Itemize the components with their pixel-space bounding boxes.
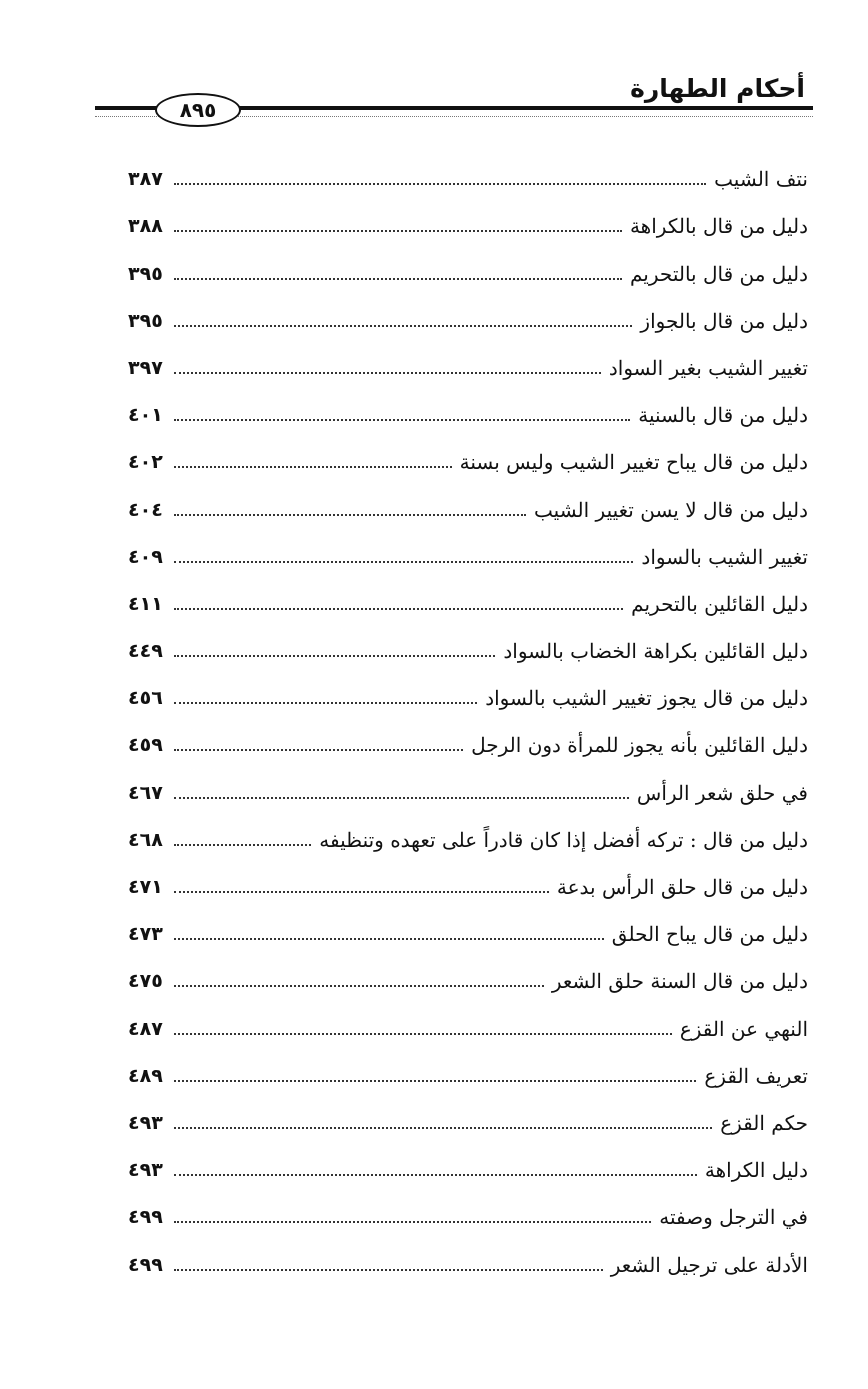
toc-entry bbox=[128, 341, 808, 388]
toc-entry bbox=[128, 1237, 808, 1284]
toc-leader-dots bbox=[174, 985, 544, 987]
toc-entry-page: ٤٥٩ bbox=[128, 734, 163, 757]
toc-leader-dots bbox=[174, 325, 632, 327]
toc-entry-title: في الترجل وصفته bbox=[659, 1205, 808, 1230]
toc-entry-title: حكم القزع bbox=[720, 1110, 808, 1135]
toc-entry-page: ٣٩٥ bbox=[128, 262, 163, 285]
toc-leader-dots bbox=[174, 372, 601, 374]
toc-leader-dots bbox=[174, 1080, 696, 1082]
toc-entry-title: دليل الكراهة bbox=[704, 1158, 808, 1183]
toc-leader-dots bbox=[174, 797, 629, 799]
toc-leader-dots bbox=[174, 749, 463, 751]
toc-entry bbox=[128, 718, 808, 765]
toc-entry bbox=[128, 907, 808, 954]
toc-entry-page: ٣٩٧ bbox=[128, 356, 163, 379]
toc-entry-page: ٤٦٨ bbox=[128, 828, 163, 851]
toc-entry-page: ٤٧٥ bbox=[128, 970, 163, 993]
toc-leader-dots bbox=[174, 844, 311, 846]
toc-leader-dots bbox=[174, 702, 477, 704]
toc-entry bbox=[128, 813, 808, 860]
toc-leader-dots bbox=[174, 278, 622, 280]
toc-entry-title: دليل من قال يجوز تغيير الشيب بالسواد bbox=[485, 686, 808, 711]
toc-leader-dots bbox=[174, 1269, 603, 1271]
toc-leader-dots bbox=[174, 891, 549, 893]
toc-leader-dots bbox=[174, 419, 630, 421]
toc-entry bbox=[128, 1143, 808, 1190]
toc-entry-page: ٤١١ bbox=[128, 592, 163, 615]
book-title: أحكام الطهارة bbox=[630, 74, 805, 103]
toc-entry-page: ٣٨٧ bbox=[128, 168, 163, 191]
toc-entry bbox=[128, 577, 808, 624]
toc-entry-page: ٤٧٣ bbox=[128, 923, 163, 946]
toc-leader-dots bbox=[174, 466, 452, 468]
toc-leader-dots bbox=[174, 1033, 672, 1035]
toc-entry bbox=[128, 671, 808, 718]
toc-entry-page: ٤٤٩ bbox=[128, 640, 163, 663]
toc-entry-title: تعريف القزع bbox=[704, 1063, 808, 1088]
toc-leader-dots bbox=[174, 608, 623, 610]
toc-entry-title: دليل من قال بالكراهة bbox=[629, 214, 808, 239]
toc-entry bbox=[128, 246, 808, 293]
toc-leader-dots bbox=[174, 561, 633, 563]
toc-entry-page: ٤٩٣ bbox=[128, 1159, 163, 1182]
toc-entry-page: ٤٠٩ bbox=[128, 545, 163, 568]
toc-leader-dots bbox=[174, 230, 622, 232]
toc-entry-title: النهي عن القزع bbox=[679, 1016, 808, 1041]
toc-entry-page: ٣٨٨ bbox=[128, 215, 163, 238]
toc-entry bbox=[128, 152, 808, 199]
toc-entry-title: تغيير الشيب بالسواد bbox=[641, 544, 808, 569]
toc-entry-page: ٤٩٣ bbox=[128, 1111, 163, 1134]
toc-entry-page: ٤٦٧ bbox=[128, 781, 163, 804]
toc-entry bbox=[128, 1049, 808, 1096]
toc-entry-page: ٤٠٤ bbox=[128, 498, 163, 521]
page-number: ٨٩٥ bbox=[179, 98, 217, 122]
toc-entry-page: ٤٠٢ bbox=[128, 451, 163, 474]
toc-entry bbox=[128, 624, 808, 671]
toc-leader-dots bbox=[174, 514, 526, 516]
page-number-oval bbox=[155, 93, 241, 127]
toc-entry-page: ٤٠١ bbox=[128, 404, 163, 427]
toc-entry-title: الأدلة على ترجيل الشعر bbox=[610, 1252, 808, 1277]
toc-entry-title: تغيير الشيب بغير السواد bbox=[608, 355, 808, 380]
toc-entry-title: نتف الشيب bbox=[714, 167, 808, 192]
page-header bbox=[95, 68, 813, 128]
toc-entry bbox=[128, 482, 808, 529]
toc-entry-title: دليل من قال بالتحريم bbox=[630, 261, 808, 286]
toc-entry-title: دليل القائلين بالتحريم bbox=[631, 591, 808, 616]
toc-entry-page: ٤٥٦ bbox=[128, 687, 163, 710]
toc-entry bbox=[128, 765, 808, 812]
toc-entry bbox=[128, 1001, 808, 1048]
toc-entry bbox=[128, 954, 808, 1001]
toc-entry-title: دليل من قال بالسنية bbox=[638, 403, 808, 428]
toc-leader-dots bbox=[174, 1221, 651, 1223]
toc-entry-title: دليل القائلين بكراهة الخضاب بالسواد bbox=[503, 639, 808, 664]
toc-entry bbox=[128, 530, 808, 577]
toc-entry bbox=[128, 388, 808, 435]
toc-entry-title: دليل من قال يباح تغيير الشيب وليس بسنة bbox=[459, 450, 808, 475]
toc-leader-dots bbox=[174, 1127, 712, 1129]
toc-entry bbox=[128, 435, 808, 482]
toc-entry-page: ٤٩٩ bbox=[128, 1253, 163, 1276]
toc-entry-page: ٤٧١ bbox=[128, 876, 163, 898]
toc-entry-title: في حلق شعر الرأس bbox=[636, 780, 808, 805]
toc-entry-page: ٤٨٩ bbox=[128, 1064, 163, 1087]
toc-leader-dots bbox=[174, 655, 495, 657]
toc-entry-title: دليل من قال بالجواز bbox=[640, 308, 808, 333]
toc-entry bbox=[128, 1096, 808, 1143]
toc-entry-title: دليل من قال يباح الحلق bbox=[611, 922, 808, 947]
toc-entry-page: ٤٩٩ bbox=[128, 1206, 163, 1229]
toc-entry-title: دليل من قال : تركه أفضل إذا كان قادراً على تعهده وتنظيفه bbox=[319, 827, 808, 852]
toc-entry bbox=[128, 199, 808, 246]
toc-entry-page: ٣٩٥ bbox=[128, 309, 163, 332]
toc-entry bbox=[128, 294, 808, 341]
table-of-contents bbox=[128, 152, 808, 1285]
toc-entry-title: دليل من قال حلق الرأس بدعة bbox=[556, 875, 808, 899]
toc-leader-dots bbox=[174, 183, 706, 185]
toc-entry bbox=[128, 860, 808, 907]
toc-entry-title: دليل من قال السنة حلق الشعر bbox=[551, 969, 808, 994]
toc-entry-page: ٤٨٧ bbox=[128, 1017, 163, 1040]
toc-leader-dots bbox=[174, 938, 604, 940]
toc-entry-title: دليل القائلين بأنه يجوز للمرأة دون الرجل bbox=[471, 733, 808, 758]
toc-leader-dots bbox=[174, 1174, 697, 1176]
toc-entry-title: دليل من قال لا يسن تغيير الشيب bbox=[534, 497, 808, 522]
toc-entry bbox=[128, 1190, 808, 1237]
